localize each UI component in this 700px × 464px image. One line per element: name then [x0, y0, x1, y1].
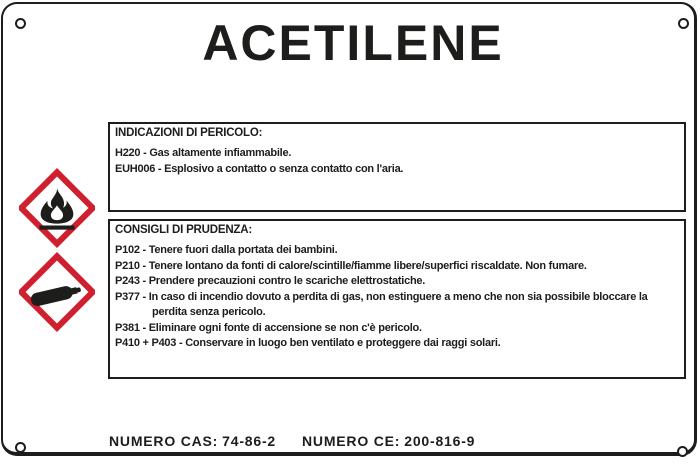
precautionary-statements-box	[108, 219, 686, 379]
hazard-statements-box	[108, 122, 686, 212]
screw-hole-bottom-left	[15, 442, 26, 453]
ce-number-value: 200-816-9	[404, 433, 476, 449]
precaution-statement-p243: P243 - Prendere precauzioni contro le scariche elettrostatiche.	[115, 275, 426, 287]
gas-cylinder-pictogram-icon	[19, 252, 95, 332]
precaution-statement-p210: P210 - Tenere lontano da fonti di calore/scintille/fiamme libere/superfici riscaldate. Non fumare.	[115, 259, 587, 272]
precaution-box-header: CONSIGLI DI PRUDENZA:	[115, 224, 252, 236]
cas-number-label: NUMERO CAS:	[109, 433, 219, 449]
precaution-statement-p377: P377 - In caso di incendio dovuto a perdita di gas, non estinguere a meno che non sia possibile bloccare la perdita senza pericolo.	[115, 290, 648, 318]
hazard-box-header: INDICAZIONI DI PERICOLO:	[115, 127, 263, 139]
precaution-statement-p102: P102 - Tenere fuori dalla portata dei bambini.	[115, 244, 338, 256]
precaution-statement-p410-p403: P410 + P403 - Conservare in luogo ben ventilato e proteggere dai raggi solari.	[115, 337, 501, 349]
substance-title: ACETILENE	[202, 15, 504, 71]
hazard-statement-h220: H220 - Gas altamente infiammabile.	[115, 147, 292, 159]
flame-pictogram-icon	[19, 168, 95, 248]
safety-sign-plate	[1, 2, 697, 456]
screw-hole-bottom-right	[677, 446, 688, 457]
hazard-statement-euh006: EUH006 - Esplosivo a contatto o senza contatto con l'aria.	[115, 162, 404, 175]
precaution-statement-p381: P381 - Eliminare ogni fonte di accensione se non c'è pericolo.	[115, 321, 422, 334]
registry-numbers-row	[109, 433, 475, 449]
ce-number-label: NUMERO CE:	[302, 433, 401, 449]
cas-number-value: 74-86-2	[222, 433, 276, 449]
